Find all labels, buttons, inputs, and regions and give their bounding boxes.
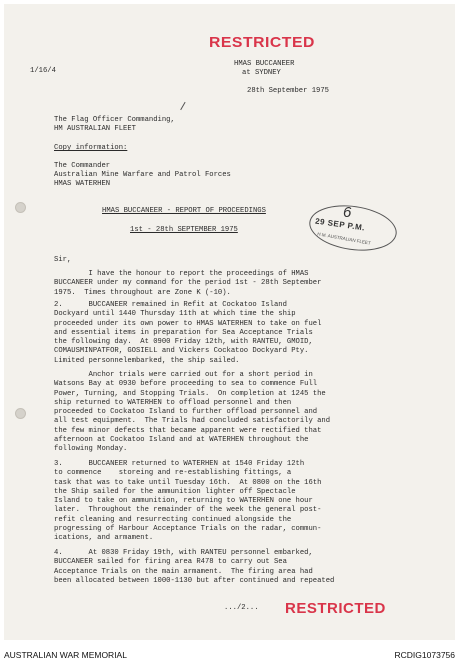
salutation: Sir,	[54, 256, 72, 264]
paragraph-4: 3. BUCCANEER returned to WATERHEN at 1540 Friday 12th to commence storeing and re-establishing fittings, a task that was to take until Tuesday 16th. At 0800 on the 16th the Ship sailed for the ammunition lighter off Spectacle Island to take on ammunition, returning to WATERHEN one hour later. Throughout the remainder of the week the general post- refit cleaning and resurrecting continued alongside the progressing of Harbour Acceptance Trials on the radar, commun- ications, and armament.	[54, 460, 322, 543]
received-stamp-date: 29 SEP P.M.	[314, 216, 366, 233]
restricted-stamp-bottom: RESTRICTED	[285, 600, 386, 617]
punch-hole	[15, 202, 26, 213]
copy-to-line-1: The Commander	[54, 162, 111, 170]
ship-name: HMAS BUCCANEER	[234, 60, 295, 68]
archive-footer	[0, 646, 460, 666]
document-page	[4, 4, 455, 640]
paragraph-2: 2. BUCCANEER remained in Refit at Cockatoo Island Dockyard until 1440 Thursday 11th at which time the ship proceeded under its own power to HMAS WATERHEN to take on fuel and essential items in preparation for Sea Acceptance Trials the following day. At 0900 Friday 12th, with RANTEU, GMOID, COMAUSMINPATFOR, GOSIELL and Vickers Cockatoo Dockyard Pty. Limited personnelembarked, the ship sailed.	[54, 301, 322, 365]
paragraph-3: Anchor trials were carried out for a short period in Watsons Bay at 0930 before proceeding to sea to commence Full Power, Turning, and Stopping Trials. On completion at 1245 the ship returned to WATERHEN to offload personnel and then proceeded to Cockatoo Island to further offload personnel and all test equipment. The Trials had concluded satisfactorily and the few minor defects that became apparent were rectified that afternoon at Cockatoo Island and at WATERHEN throughout the following Monday.	[54, 371, 331, 454]
addressee-line-1: The Flag Officer Commanding,	[54, 116, 175, 124]
report-title: HMAS BUCCANEER - REPORT OF PROCEEDINGS	[102, 207, 266, 215]
archive-name: AUSTRALIAN WAR MEMORIAL	[4, 650, 127, 660]
continuation-marker: .../2...	[224, 604, 259, 612]
copy-information-label: Copy information:	[54, 144, 128, 152]
addressee-line-2: HM AUSTRALIAN FLEET	[54, 125, 136, 133]
paragraph-1: I have the honour to report the proceedings of HMAS BUCCANEER under my command for the period 1st - 28th September 1975. Times throughout are Zone K (-10).	[54, 270, 322, 297]
paragraph-5: 4. At 0830 Friday 19th, with RANTEU personnel embarked, BUCCANEER sailed for firing area R478 to carry out Sea Acceptance Trials on the main armament. The firing area had been allocated between 1000-1130 but after continued and repeated	[54, 549, 335, 585]
handwritten-tick	[180, 102, 191, 113]
file-reference: 1/16/4	[30, 67, 56, 75]
archive-reference: RCDIG1073756	[394, 650, 455, 660]
punch-hole	[15, 408, 26, 419]
received-stamp-number: 6	[343, 204, 352, 221]
report-period: 1st - 28th SEPTEMBER 1975	[130, 226, 238, 234]
letter-date: 28th September 1975	[247, 87, 329, 95]
copy-to-line-3: HMAS WATERHEN	[54, 180, 111, 188]
copy-to-line-2: Australian Mine Warfare and Patrol Forces	[54, 171, 231, 179]
ship-location: at SYDNEY	[242, 69, 281, 77]
received-stamp-organisation: H.M. AUSTRALIAN FLEET	[316, 231, 372, 246]
restricted-stamp-top: RESTRICTED	[209, 34, 315, 51]
